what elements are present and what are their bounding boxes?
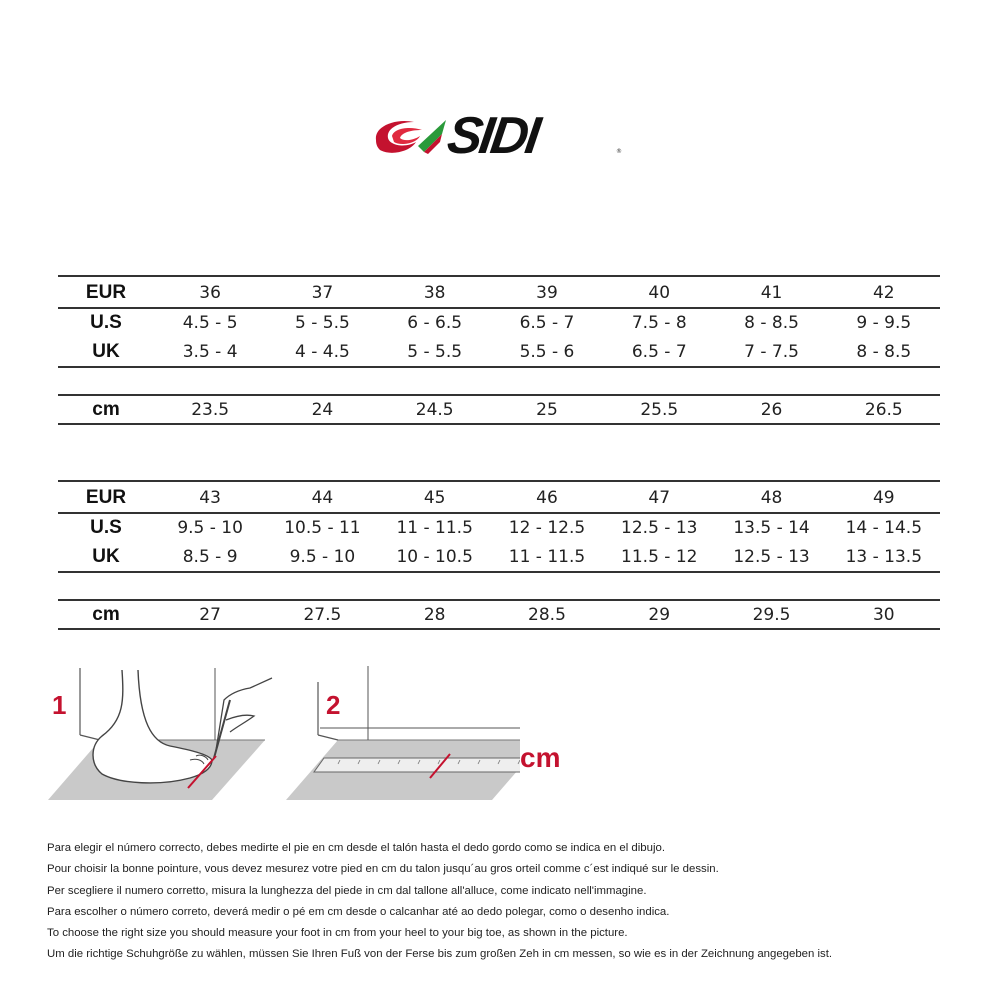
row-header-eur: EUR: [85, 487, 127, 508]
row-header-eur: EUR: [85, 282, 127, 303]
table-divider: [58, 480, 940, 482]
cell-uk: 13 - 13.5: [845, 547, 923, 567]
instruction-french: Pour choisir la bonne pointure, vous devez mesurez votre pied en cm du talon jusqu´au gros orteil comme c´est indiqué sur le dessin.: [47, 863, 719, 876]
cell-cm: 26.5: [864, 400, 903, 420]
cell-uk: 5 - 5.5: [407, 342, 463, 362]
cell-cm: 29.5: [752, 605, 791, 625]
instruction-english: To choose the right size you should measure your foot in cm from your heel to your big toe, as shown in the picture.: [47, 927, 628, 940]
cell-eur: 39: [536, 283, 558, 303]
table-row-us: [58, 308, 940, 338]
cell-eur: 47: [648, 488, 671, 508]
row-header-cm: cm: [92, 399, 120, 420]
cell-eur: 48: [760, 488, 783, 508]
table-row-uk: [58, 337, 940, 367]
cell-cm: 25.5: [640, 400, 679, 420]
cell-us: 13.5 - 14: [733, 518, 810, 538]
cell-us: 6.5 - 7: [519, 313, 575, 333]
cell-cm: 24.5: [415, 400, 454, 420]
cell-cm: 29: [648, 605, 671, 625]
cell-uk: 12.5 - 13: [733, 547, 810, 567]
row-header-uk: UK: [92, 341, 120, 362]
cell-eur: 45: [423, 488, 446, 508]
cell-us: 12.5 - 13: [621, 518, 698, 538]
row-header-us: U.S: [90, 312, 122, 333]
table-row-eur: [58, 278, 940, 308]
cell-cm: 25: [536, 400, 558, 420]
cell-uk: 11 - 11.5: [508, 547, 586, 567]
table-divider: [58, 628, 940, 630]
unit-cm-label: cm: [520, 742, 561, 773]
cell-us: 8 - 8.5: [744, 313, 799, 333]
cell-eur: 44: [311, 488, 334, 508]
table-row-cm: [58, 395, 940, 425]
table-divider: [58, 275, 940, 277]
cell-us: 10.5 - 11: [284, 518, 361, 538]
cell-cm: 23.5: [191, 400, 230, 420]
cell-uk: 10 - 10.5: [396, 547, 473, 567]
table-row-cm: [58, 600, 940, 630]
cell-eur: 46: [536, 488, 558, 508]
cell-cm: 27.5: [303, 605, 342, 625]
cell-us: 9.5 - 10: [177, 518, 243, 538]
cell-uk: 6.5 - 7: [631, 342, 687, 362]
cell-eur: 40: [648, 283, 671, 303]
cell-uk: 8.5 - 9: [182, 547, 238, 567]
cell-eur: 37: [311, 283, 334, 303]
foot-measuring-illustration: [40, 660, 520, 810]
row-header-cm: cm: [92, 604, 120, 625]
table-divider: [58, 571, 940, 573]
brand-wordmark: SIDI: [443, 107, 542, 165]
cell-us: 6 - 6.5: [407, 313, 463, 333]
sidi-logo: [370, 107, 630, 165]
step-2-number: 2: [326, 690, 341, 720]
cell-us: 5 - 5.5: [295, 313, 350, 333]
cell-cm: 26: [760, 400, 783, 420]
table-row-uk: [58, 542, 940, 572]
cell-uk: 5.5 - 6: [519, 342, 575, 362]
table-divider: [58, 366, 940, 368]
cell-cm: 28: [423, 605, 446, 625]
measuring-instructions: [47, 838, 977, 966]
cell-us: 11 - 11.5: [396, 518, 473, 538]
cell-cm: 27: [199, 605, 221, 625]
instruction-italian: Per scegliere il numero corretto, misura la lunghezza del piede in cm dal tallone all'alluce, come indicato nell'immagine.: [47, 884, 647, 897]
step-2-scene: [286, 666, 520, 800]
instruction-portuguese: Para escolher o número correto, deverá medir o pé em cm desde o calcanhar até ao dedo polegar, como o desenho indica.: [47, 905, 670, 918]
cell-eur: 41: [760, 283, 783, 303]
cell-us: 4.5 - 5: [182, 313, 238, 333]
cell-us: 14 - 14.5: [845, 518, 923, 538]
cell-uk: 8 - 8.5: [856, 342, 912, 362]
cell-us: 9 - 9.5: [856, 313, 912, 333]
cell-cm: 24: [311, 400, 334, 420]
cell-us: 7.5 - 8: [631, 313, 687, 333]
cell-eur: 42: [872, 283, 895, 303]
instruction-spanish: Para elegir el número correcto, debes medirte el pie en cm desde el talón hasta el dedo gordo como se indica en el dibujo.: [47, 842, 665, 854]
cell-us: 12 - 12.5: [508, 518, 586, 538]
cell-cm: 28.5: [528, 605, 566, 625]
step-1-number: 1: [52, 690, 67, 720]
cell-cm: 30: [872, 605, 895, 625]
table-row-us: [58, 513, 940, 543]
registered-mark: ®: [616, 148, 622, 155]
cell-uk: 7 - 7.5: [744, 342, 799, 362]
cell-eur: 43: [199, 488, 221, 508]
cell-uk: 3.5 - 4: [182, 342, 238, 362]
sidi-swirl-emblem: [370, 112, 450, 164]
row-header-uk: UK: [92, 546, 120, 567]
table-divider: [58, 423, 940, 425]
row-header-us: U.S: [90, 517, 122, 538]
cell-uk: 11.5 - 12: [621, 547, 698, 567]
table-row-eur: [58, 483, 940, 513]
cell-uk: 4 - 4.5: [295, 342, 350, 362]
cell-eur: 38: [423, 283, 446, 303]
cell-eur: 49: [872, 488, 895, 508]
cell-eur: 36: [199, 283, 221, 303]
instruction-german: Um die richtige Schuhgröße zu wählen, müssen Sie Ihren Fuß von der Ferse bis zum großen Zeh in cm messen, so wie es in der Zeichnung angegeben ist.: [47, 948, 833, 961]
cell-uk: 9.5 - 10: [289, 547, 356, 567]
step-1-scene: [48, 668, 272, 800]
